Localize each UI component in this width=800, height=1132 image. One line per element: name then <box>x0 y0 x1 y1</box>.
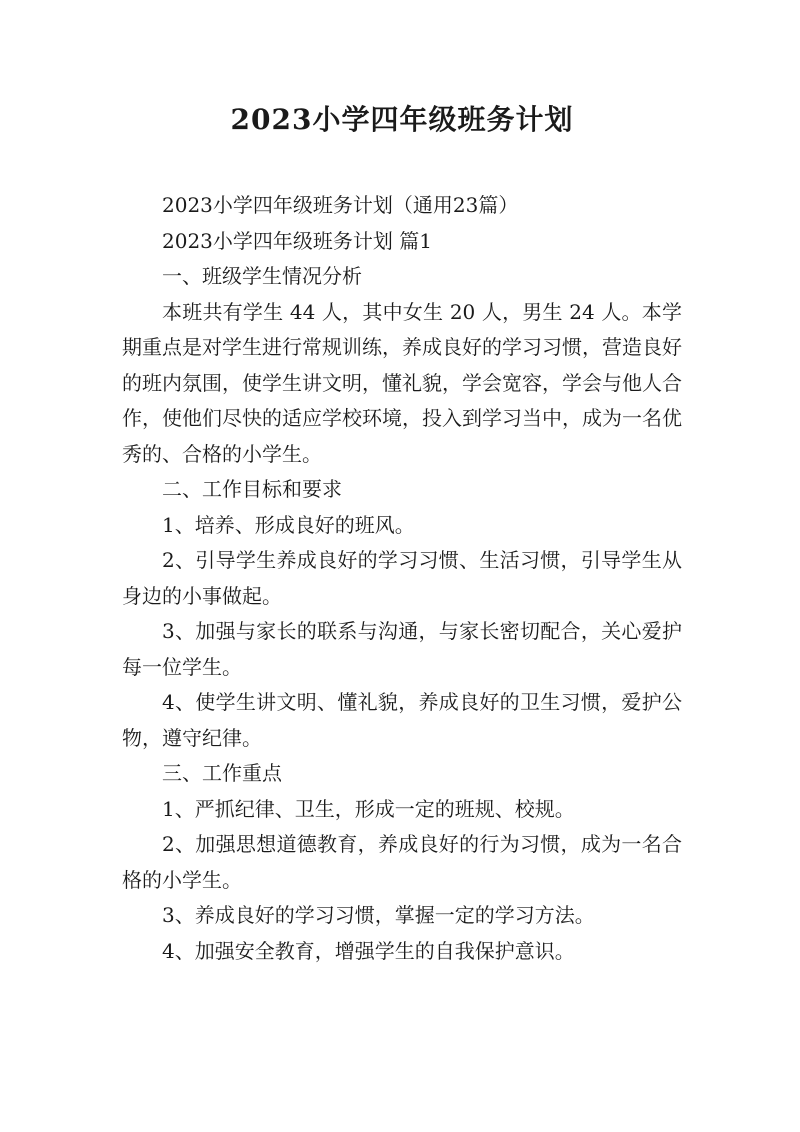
focus-item-2: 2、加强思想道德教育，养成良好的行为习惯，成为一名合格的小学生。 <box>122 832 682 892</box>
focus-item-3: 3、养成良好的学习习惯，掌握一定的学习方法。 <box>162 903 595 927</box>
document-body <box>122 188 682 969</box>
section-heading-3: 三、工作重点 <box>162 761 282 785</box>
chapter-heading: 2023小学四年级班务计划 篇1 <box>162 228 432 253</box>
goal-item-4: 4、使学生讲文明、懂礼貌，养成良好的卫生习惯，爱护公物，遵守纪律。 <box>122 690 682 750</box>
goal-item-3: 3、加强与家长的联系与沟通，与家长密切配合，关心爱护每一位学生。 <box>122 619 682 679</box>
section-heading-2: 二、工作目标和要求 <box>162 477 342 501</box>
document-title: 2023小学四年级班务计划 <box>230 103 574 136</box>
focus-item-4: 4、加强安全教育，增强学生的自我保护意识。 <box>162 938 575 963</box>
focus-item-1: 1、严抓纪律、卫生，形成一定的班规、校规。 <box>162 796 575 821</box>
subtitle-paragraph: 2023小学四年级班务计划（通用23篇） <box>162 193 519 217</box>
goal-item-1: 1、培养、形成良好的班风。 <box>162 512 415 537</box>
goal-item-2: 2、引导学生养成良好的学习习惯、生活习惯，引导学生从身边的小事做起。 <box>122 548 682 608</box>
section-heading-1: 一、班级学生情况分析 <box>162 264 362 288</box>
class-analysis-paragraph: 本班共有学生 44 人，其中女生 20 人，男生 24 人。本学期重点是对学生进行常规训练，养成良好的学习习惯，营造良好的班内氛围，使学生讲文明，懂礼貌，学会宽容，学会与他人合作，使他们尽快的适应学校环境，投入到学习当中，成为一名优秀的、合格的小学生。 <box>122 299 682 466</box>
